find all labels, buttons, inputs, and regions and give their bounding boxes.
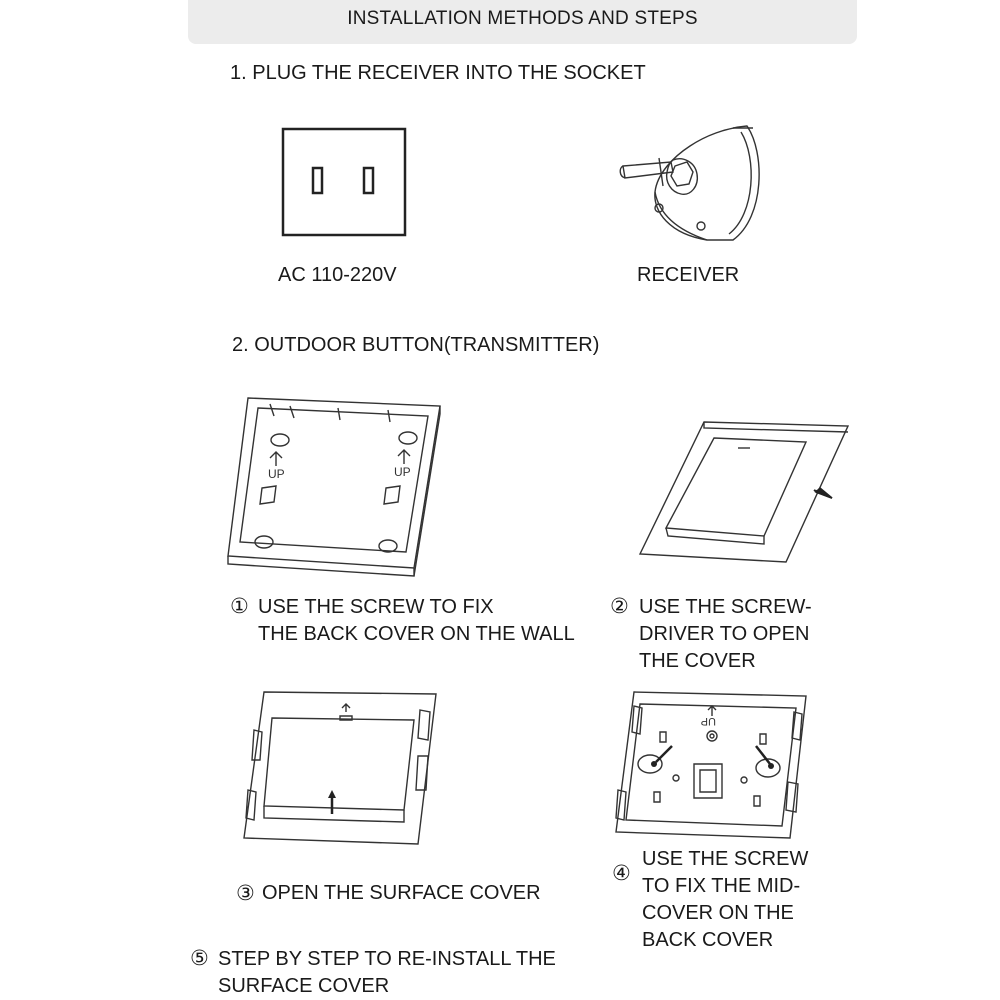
section2-heading: 2. OUTDOOR BUTTON(TRANSMITTER) xyxy=(232,334,600,356)
step1-text: USE THE SCREW TO FIX THE BACK COVER ON THE WALL xyxy=(258,596,575,645)
surface-cover-illustration xyxy=(242,690,440,846)
page-title: INSTALLATION METHODS AND STEPS xyxy=(347,8,698,29)
header-bar xyxy=(188,0,857,44)
step5-number: ⑤ xyxy=(190,947,209,970)
step2-number: ② xyxy=(610,595,629,618)
back-cover-illustration xyxy=(218,396,444,570)
step3-text: OPEN THE SURFACE COVER xyxy=(262,882,541,904)
section1-heading: 1. PLUG THE RECEIVER INTO THE SOCKET xyxy=(230,62,646,84)
receiver-caption: RECEIVER xyxy=(637,264,740,286)
socket-caption: AC 110-220V xyxy=(278,264,397,286)
cover-open-illustration xyxy=(638,418,852,564)
receiver-illustration xyxy=(615,122,765,247)
step2-text: USE THE SCREW- DRIVER TO OPEN THE COVER xyxy=(639,596,812,672)
up-label: UP xyxy=(268,467,285,481)
up-label: UP xyxy=(700,715,716,727)
up-label: UP xyxy=(394,465,411,479)
step5-text: STEP BY STEP TO RE-INSTALL THE SURFACE COVER xyxy=(218,948,556,997)
step3-number: ③ xyxy=(236,882,255,905)
wall-socket-illustration xyxy=(282,128,406,236)
mid-cover-illustration xyxy=(614,690,810,840)
step4-number: ④ xyxy=(612,862,631,885)
step1-number: ① xyxy=(230,595,249,618)
step4-text: USE THE SCREW TO FIX THE MID- COVER ON THE BACK COVER xyxy=(642,848,809,951)
